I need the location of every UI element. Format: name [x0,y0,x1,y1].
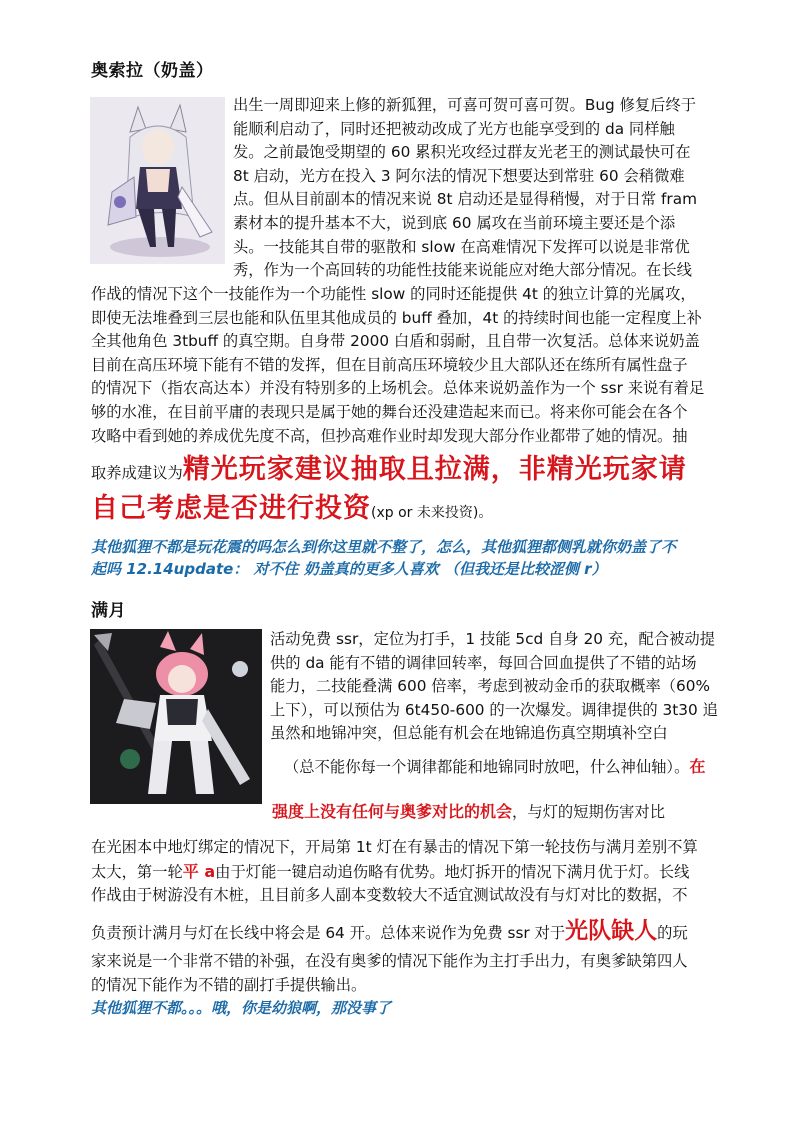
recommendation [91,452,731,531]
manyue-strength [272,800,712,825]
text-line: 素材本的提升基本不大，说到底 60 属攻在当前环境主要还是个添 [233,213,676,232]
aosuola-portrait [90,97,225,264]
text-line: 在光困本中地灯绑定的情况下，开局第 1t 灯在有暴击的情况下第一轮技伤与满月差别不算 [91,838,698,856]
recommendation-suffix: (xp or 未来投资)。 [371,505,493,521]
text-line: 出生一周即迎来上修的新狐狸，可喜可贺可喜可贺。Bug 修复后终于 [233,96,697,114]
aside-highlight: 在 [689,757,706,776]
aside-text: （总不能你每一个调律都能和地锦同时放吧，什么神仙轴）。 [284,758,690,776]
manyue-wrap-text [270,628,718,746]
aosuola-comment [91,536,676,580]
comment-line: 其他狐狸不都是玩花震的吗怎么到你这里就不整了，怎么，其他狐狸都侧乳就你奶盖了不 [91,538,677,556]
aosuola-full-text [91,283,711,448]
text-line: 太大，第一轮 [91,862,183,881]
text-line: 由于灯能一键启动追伤略有优势。地灯拆开的情况下满月优于灯。长线 [215,862,690,881]
recommendation-highlight-1: 精光玩家建议抽取且拉满，非精光玩家请 [182,454,687,485]
text-line: 能力，二技能叠满 600 倍率，考虑到被动金币的获取概率（60% [270,677,711,696]
text-line: 目前在高压环境下能有不错的发挥，但在目前高压环境较少且大部队还在练所有属性盘子 [91,355,688,374]
text-line: 的情况下（指农高达本）并没有特别多的上场机会。总体来说奶盖作为一个 ssr 来说有着足 [91,379,705,398]
text-line: 负责预计满月与灯在长线中将会是 64 开。总体来说作为免费 ssr 对于 [91,924,566,942]
text-line: 的玩 [657,924,688,942]
text-line: 攻略中看到她的养成优先度不高，但抄高难作业时却发现大部分作业都带了她的情况。抽 [91,426,688,445]
light-team-highlight: 光队缺人 [565,918,658,944]
section-title-aosuola: 奥索拉（奶盖） [91,61,214,81]
manyue-comment: 其他狐狸不都。。。哦，你是幼狼啊，那没事了 [91,999,392,1017]
strength-highlight: 强度上没有任何与奥爹对比的机会 [272,802,513,821]
manyue-aside [284,755,714,780]
section-title-manyue: 满月 [91,601,126,621]
text-line: 上下），可以预估为 6t450-600 的一次爆发。调律提供的 3t30 追 [270,700,718,719]
manyue-portrait [90,629,262,804]
text-line: 作战的情况下这个一技能作为一个功能性 slow 的同时还能提供 4t 的独立计算的光属攻， [91,285,696,303]
recommendation-highlight-2: 自己考虑是否进行投资 [91,493,371,524]
text-line: 头。一技能其自带的驱散和 slow 在高难情况下发挥可以说是非常优 [233,237,690,256]
text-line: 点。但从目前副本的情况来说 8t 启动还是显得稍慢，对于日常 fram [233,190,697,209]
text-line: 发。之前最饱受期望的 60 累积光攻经过群友光老王的测试最快可在 [233,143,691,162]
strength-tail: ，与灯的短期伤害对比 [512,803,665,821]
text-line: 全其他角色 3tbuff 的真空期。自身带 2000 白盾和弱耐，且自带一次复活。总体来说奶盖 [91,332,700,351]
text-line: 活动免费 ssr，定位为打手，1 技能 5cd 自身 20 充，配合被动提 [270,630,715,648]
comment-line: 起吗 12.14update： 对不住 奶盖真的更多人喜欢 （但我还是比较涩侧 r） [91,560,607,578]
recommendation-prefix: 取养成建议为 [91,464,183,482]
text-line: 的情况下能作为不错的副打手提供输出。 [91,975,367,994]
text-line: 能顺利启动了，同时还把被动改成了光方也能享受到的 da 同样触 [233,119,675,138]
text-line: 即使无法堆叠到三层也能和队伍里其他成员的 buff 叠加，4t 的持续时间也能一定程度上补 [91,308,702,327]
manyue-light-team [91,916,711,948]
text-line: 够的水准，在目前平庸的表现只是属于她的舞台还没建造起来而已。将来你可能会在各个 [91,402,688,421]
text-line: 虽然和地锦冲突，但总能有机会在地锦追伤真空期填补空白 [270,724,668,743]
aosuola-wrap-text [233,94,701,283]
text-line: 8t 启动，光方在投入 3 阿尔法的情况下想要达到常驻 60 会稍微难 [233,166,685,185]
text-line: 作战由于树游没有木桩，且目前多人副本变数较大不适宜测试故没有与灯对比的数据，不 [91,886,688,905]
text-line: 家来说是一个非常不错的补强，在没有奥爹的情况下能作为主打手出力，有奥爹缺第四人 [91,952,688,970]
manyue-full-text [91,836,711,908]
text-line: 供的 da 能有不错的调律回转率，每回合回血提供了不错的站场 [270,653,697,672]
manyue-conclusion [91,950,711,997]
ping-a-highlight: 平 a [182,861,216,881]
text-line: 秀，作为一个高回转的功能性技能来说能应对绝大部分情况。在长线 [233,261,692,280]
